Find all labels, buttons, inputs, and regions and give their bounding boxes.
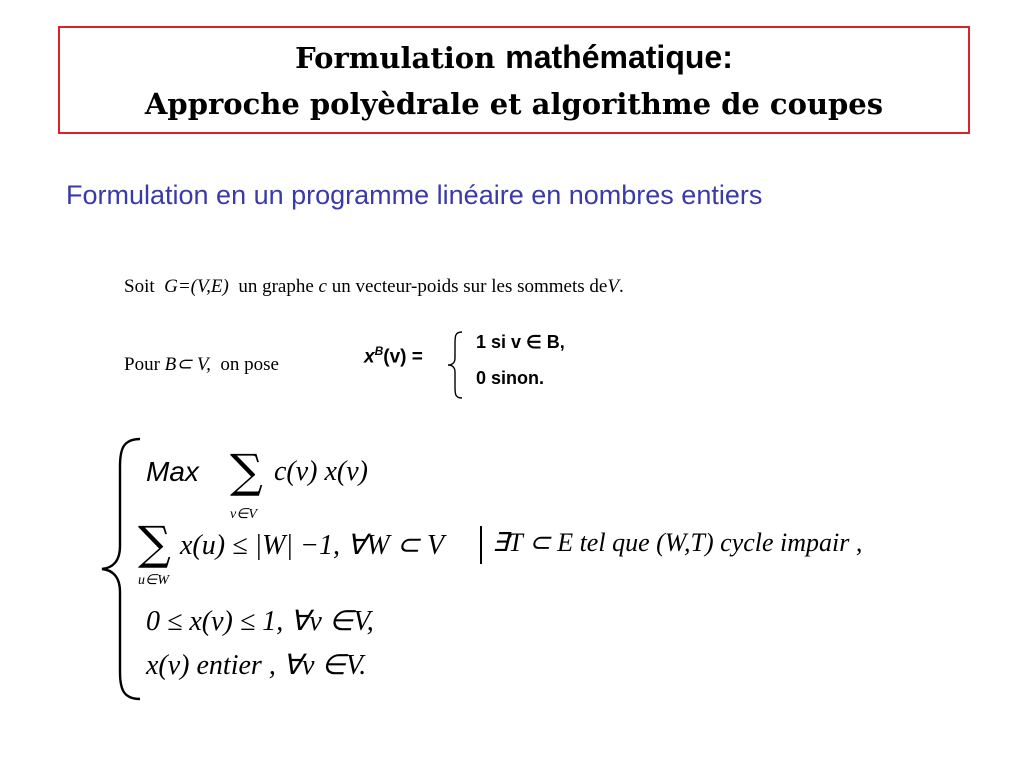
constraint1-sum-symbol: ∑ (138, 516, 171, 570)
constraint1-separator (480, 526, 482, 564)
intro-graph: G=(V,E) (164, 276, 229, 297)
intro-sentence (124, 276, 624, 298)
constraint3-text: x(v) entier , ∀v ∈V. (146, 650, 367, 681)
constraint1-expr (180, 528, 444, 562)
title-line-1 (60, 38, 968, 77)
objective-expr (274, 456, 368, 488)
def-lhs-x: x (364, 346, 375, 368)
def-lhs-sup: B (374, 344, 384, 358)
constraint1-expr-text: x(u) ≤ |W| −1, ∀W ⊂ V (180, 530, 445, 561)
subtitle: Formulation en un programme linéaire en nombres entiers (66, 180, 763, 210)
definition-case-2: 0 sinon. (476, 368, 545, 388)
intro-soit: Soit (124, 276, 155, 297)
constraint1-cond (492, 528, 862, 558)
intro-weight-text: un vecteur-poids sur les sommets de (331, 276, 608, 297)
intro-c: c (318, 276, 327, 297)
constraint1-sum-sub: u∈W (138, 573, 169, 588)
title-part-2: mathématique: (505, 39, 733, 75)
title-part-1: Formulation (295, 41, 506, 75)
intro-V: V (607, 276, 619, 297)
objective-expr-text: c(v) x(v) (274, 456, 369, 487)
objective-sum-symbol: ∑ (230, 444, 263, 498)
intro-period: . (618, 276, 624, 297)
intro-graph-text: un graphe (238, 276, 314, 297)
objective-max: Max (146, 456, 199, 487)
def-subset: B⊂ V, (164, 354, 211, 375)
definition-sentence (124, 353, 279, 376)
title-line-2: Approche polyèdrale et algorithme de coupes (144, 87, 884, 121)
constraint2-text: 0 ≤ x(v) ≤ 1, ∀v ∈V, (146, 606, 374, 637)
definition-case-1: 1 si v ∈ B, (476, 332, 565, 352)
definition-brace (446, 330, 466, 400)
constraint1-cond-text: ∃T ⊂ E tel que (W,T) cycle impair , (492, 528, 863, 557)
def-lhs-arg: (v) = (383, 346, 423, 368)
definition-lhs (364, 344, 423, 368)
constraint2-line (146, 604, 374, 638)
def-pour: Pour (124, 354, 160, 375)
objective-line (146, 456, 199, 489)
title-box (58, 26, 970, 134)
objective-sum-sub: v∈V (230, 507, 257, 522)
def-on-pose: on pose (220, 354, 279, 375)
constraint3-line (146, 648, 366, 682)
